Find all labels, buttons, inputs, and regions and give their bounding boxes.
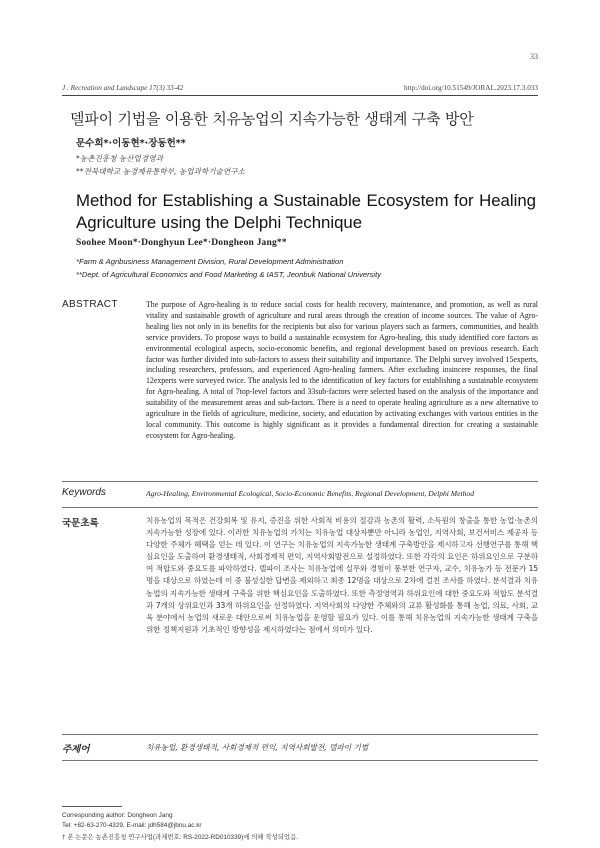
- journal-citation: J . Recreation and Landscape 17(3) 33-42: [62, 84, 184, 92]
- korean-keywords-text: 치유농업, 환경생태적, 사회경제적 편익, 지역사회발전, 델파이 기법: [146, 743, 369, 752]
- korean-title: 델파이 기법을 이용한 치유농업의 지속가능한 생태계 구축 방안: [70, 110, 474, 128]
- footnote-funding: † 본 논문은 농촌진흥청 연구사업(과제번호: RS-2022-RD010339)에 의해 작성되었음.: [62, 834, 299, 841]
- korean-affiliation-1: *농촌진흥청 농산업경영과: [76, 154, 163, 163]
- page-number: 33: [530, 52, 538, 61]
- korean-abstract-text: 치유농업의 목적은 건강회복 및 유지, 증진을 위한 사회적 비용의 절감과 농촌의 활력, 소득원의 창출을 통한 농업·농촌의 지속가능한 성장에 있다. 이러한 치유농업의 가치는 치유농업 대상자뿐만 아니라 농업인, 지역사회, 보건서비스 제공자 등 다양한 주체가 혜택을 얻는 데 있다. 이 연구는 치유농업의 지속가능한 생태계 구축방안을 제시하고자 선행연구를 통해 핵심요인을 도출하여 환경생태적, 사회경제적 편익, 지역사회발전으로 설정하였다. 또한 각각의 요인은 하위요인으로 구분하여 적합도와 중요도를 파악하였다. 델파이 조사는 치유농업에 실무와 경험이 풍부한 연구자, 교수, 치유농가 등 전문가 15명을 대상으로 하였는데 이 중 불성실한 답변을 제외하고 최종 12명을 대상으로 2차에 걸친 조사를 하였다. 분석결과 치유농업의 지속가능한 생태계 구축을 위한 핵심요인을 도출하였다. 또한 측정영역과 하위요인에 대한 중요도와 적합도 분석결과 7개의 상위요인과 33개 하위요인을 선정하였다. 지역사회의 다양한 주체와의 교류 활성화를 통해 농업, 의료, 사회, 교육 분야에서 농업의 새로운 대안으로써 치유농업을 운영할 필요가 있다. 이를 통해 치유농업의 지속가능한 생태계 구축을 위한 정책지원과 기초적인 방향성을 제시하였다는 점에서 의미가 있다.: [146, 516, 538, 634]
- keywords-bottom-rule: [62, 507, 538, 508]
- keywords-label: Keywords: [62, 487, 106, 498]
- korean-keywords-bottom-rule: [62, 760, 538, 761]
- abstract-text: The purpose of Agro-healing is to reduce social costs for health recovery, maintenance, and promotion, as well as rural vitality and sustainable growth of agriculture and rural areas through the creation of income sources. The value of Agro-healing lies not only in its benefits for the recipients but also for various players such as farmers, communities, and health service providers. To propose ways to build a sustainable ecosystem for Agro-healing, this study identified core factors as environmental ecological aspects, socio-economic benefits, and regional development based on previous research. Each factor was further divided into sub-factors to assess their suitability and importance. The Delphi survey involved 15experts, including researchers, professors, and experienced Agro-healing farmers. After excluding insincere responses, the final 12experts were surveyed twice. The analysis led to the identification of key factors for establishing a sustainable ecosystem for Agro-healing. A total of 7top-level factors and 33sub-factors were selected based on the analysis of the importance and suitability of the measurement areas and sub-factors. There is a need to operate healing agriculture as a new alternative to agriculture in the fields of agriculture, medicine, society, and education by activating exchanges with various entities in the local community. This outcome is highly significant as it provides a fundamental direction for creating a sustainable ecosystem for Agro-healing.: [146, 300, 538, 440]
- korean-abstract-label: 국문초록: [62, 518, 99, 529]
- running-header: [62, 84, 538, 92]
- abstract-label: ABSTRACT: [62, 299, 118, 310]
- doi-link[interactable]: http://doi.org/10.51549/JORAL.2023.17.3.033: [403, 84, 538, 92]
- keywords-text: Agro-Healing, Environmental Ecological, Socio-Economic Benefits, Regional Development, Delphi Method: [146, 489, 474, 498]
- footnote-rule: [62, 806, 122, 807]
- english-affiliation-1: *Farm & Agribusiness Management Division, Rural Development Administration: [76, 257, 344, 266]
- english-affiliation-2: **Dept. of Agricultural Economics and Food Marketing & IAST, Jeonbuk National University: [76, 270, 382, 279]
- footnote-contact: Tel: +82-63-270-4329, E-mail: jdh584@jbnu.ac.kr: [62, 822, 202, 829]
- korean-keywords-top-rule: [62, 734, 538, 735]
- korean-affiliation-2: **전북대학교 농경제유통학부, 농업과학기술연구소: [76, 167, 245, 176]
- english-authors: Soohee Moon*·Donghyun Lee*·Dongheon Jang**: [76, 238, 287, 248]
- keywords-top-rule: [62, 481, 538, 482]
- korean-authors: 문수희*·이동현*·장동헌**: [76, 138, 186, 149]
- korean-keywords-label: 주제어: [62, 744, 90, 755]
- header-rule: [62, 95, 538, 96]
- footnote-corresponding-author: Corresponding author: Dongheon Jang: [62, 812, 173, 819]
- english-title: Method for Establishing a Sustainable Ecosystem for Healing Agriculture using the Delphi Technique: [76, 191, 536, 232]
